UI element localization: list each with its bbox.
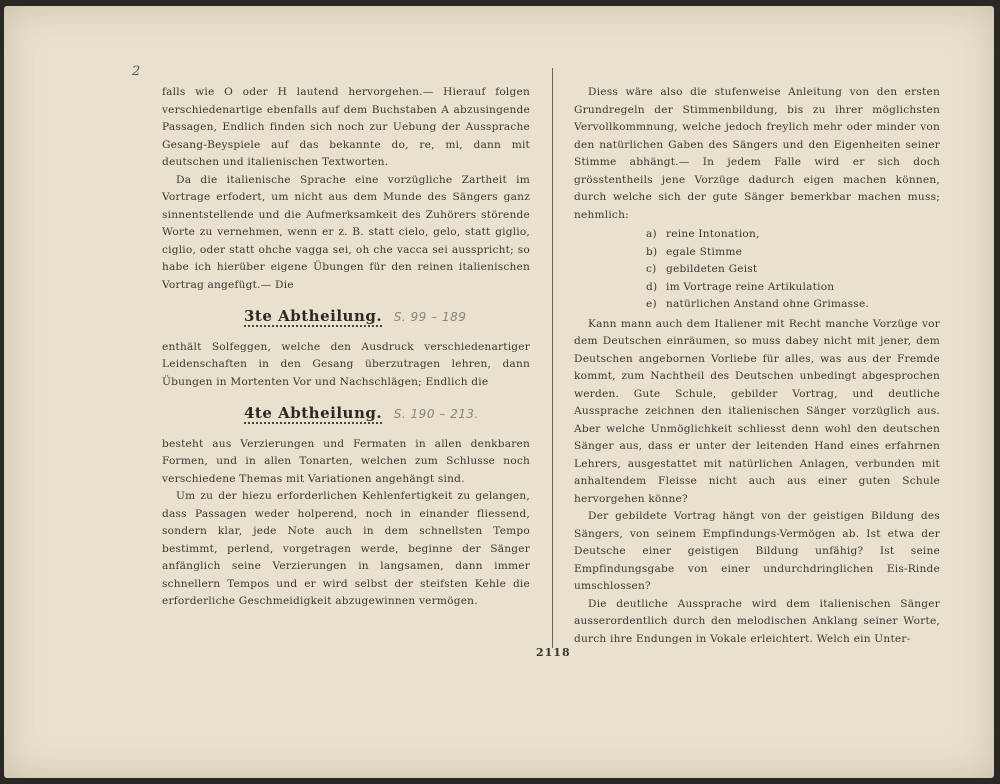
left-paragraph-4: besteht aus Verzierungen und Fermaten in allen denkbaren Formen, und in allen Tonarten, welchen zum Schlusse noch verschiedene Themas mit Variationen angehängt sind. <box>162 437 530 485</box>
list-item-label: d) <box>646 280 658 293</box>
heading-3-pencil-note: S. 99 – 189 <box>393 310 467 324</box>
right-paragraph-4: Die deutliche Aussprache wird dem italienischen Sänger ausserordentlich durch den melodischen Anklang seiner Worte, durch ihre Endungen in Vokale erleichtert. Welch ein Unter- <box>574 597 940 645</box>
list-item-label: b) <box>646 245 658 258</box>
list-item <box>646 226 940 244</box>
left-paragraph-5: Um zu der hiezu erforderlichen Kehlenfertigkeit zu gelangen, dass Passagen weder holperend, noch in einander fliessend, sondern klar, jede Note auch in dem schnellsten Tempo bestimmt, perlend, vorgetragen werde, beginne der Sänger anfänglich seine Verzierungen in langsamen, dann immer schnellern Tempos und er wird selbst der steifsten Kehle die erforderliche Geschmeidigkeit abzugewinnen vermögen. <box>162 490 530 607</box>
list-item-label: c) <box>646 263 657 275</box>
page-number: 2 <box>132 64 141 79</box>
list-item-text: gebildeten Geist <box>666 263 758 275</box>
section-heading-4 <box>244 405 530 424</box>
qualities-list <box>646 226 940 314</box>
column-divider <box>552 68 553 648</box>
left-column <box>162 84 530 611</box>
document-page <box>4 6 994 778</box>
left-paragraph-1: falls wie O oder H lautend hervorgehen.— Hierauf folgen verschiedenartige ebenfalls auf dem Buchstaben A abzusingende Passagen, Endlich finden sich noch zur Uebung der Aussprache Gesang-Beyspiele auf das bekannte do, re, mi, dann mit deutschen und italienischen Textworten. <box>162 86 530 168</box>
right-paragraph-3: Der gebildete Vortrag hängt von der geistigen Bildung des Sängers, von seinem Empfindungs-Vermögen ab. Ist etwa der Deutsche einer geistigen Bildung unfähig? Ist seine Empfindungsgabe von einer undurchdringlichen Eis-Rinde umschlossen? <box>574 510 940 592</box>
list-item-text: reine Intonation, <box>666 228 760 240</box>
section-heading-3 <box>244 308 530 327</box>
list-item <box>646 296 940 314</box>
plate-number: 2118 <box>536 646 571 659</box>
heading-4-pencil-note: S. 190 – 213. <box>393 407 479 421</box>
right-paragraph-2: Kann mann auch dem Italiener mit Recht manche Vorzüge vor dem Deutschen einräumen, so muss dabey nicht mit jener, dem Deutschen angebornen Vorliebe für alles, was aus der Fremde kommt, zum Nachtheil des Deutschen unbedingt abgesprochen werden. Gute Schule, gebilder Vortrag, und deutliche Aussprache zeichnen den italienischen Sänger vorzüglich aus. Aber welche Unmöglichkeit schliesst denn wohl den deutschen Sänger aus, dass er unter der leitenden Hand eines erfahrnen Lehrers, ausgestattet mit natürlichen Anlagen, verbunden mit anhaltendem Fleisse nicht auch aus einer guten Schule hervorgehen könne? <box>574 317 940 505</box>
list-item-label: a) <box>646 228 657 240</box>
left-paragraph-2: Da die italienische Sprache eine vorzügliche Zartheit im Vortrage erfodert, um nicht aus dem Munde des Sängers ganz sinnentstellende und die Aufmerksamkeit des Zuhörers störende Worte zu vernehmen, wenn er z. B. statt cielo, gelo, statt giglio, ciglio, oder statt ohche vagga sei, oh che vacca sei ausspricht; so habe ich hierüber eigene Übungen für den reinen italienischen Vortrag angefügt.— Die <box>162 173 530 291</box>
list-item-text: natürlichen Anstand ohne Grimasse. <box>666 298 869 310</box>
list-item-text: im Vortrage reine Artikulation <box>666 280 835 293</box>
left-paragraph-3: enthält Solfeggen, welche den Ausdruck verschiedenartiger Leidenschaften in den Gesang überzutragen lehren, dann Übungen in Mortenten Vor und Nachschlägen; Endlich die <box>162 340 530 388</box>
right-column <box>574 84 940 648</box>
list-item <box>646 261 940 279</box>
right-paragraph-1: Diess wäre also die stufenweise Anleitung von den ersten Grundregeln der Stimmenbildung, bis zu ihrer möglichsten Vervollkommnung, welche jedoch freylich mehr oder minder von den natürlichen Gaben des Sängers und den Eigenheiten seiner Stimme abhängt.— In jedem Falle wird er sich doch grösstentheils jene Vorzüge dadurch eigen machen können, durch welche sich der gute Sänger bemerkbar machen muss; nehmlich: <box>574 86 940 221</box>
list-item-label: e) <box>646 298 657 310</box>
heading-4-text: 4te Abtheilung. <box>244 404 383 422</box>
list-item <box>646 244 940 262</box>
heading-3-text: 3te Abtheilung. <box>244 307 383 325</box>
list-item <box>646 279 940 297</box>
list-item-text: egale Stimme <box>666 245 743 258</box>
